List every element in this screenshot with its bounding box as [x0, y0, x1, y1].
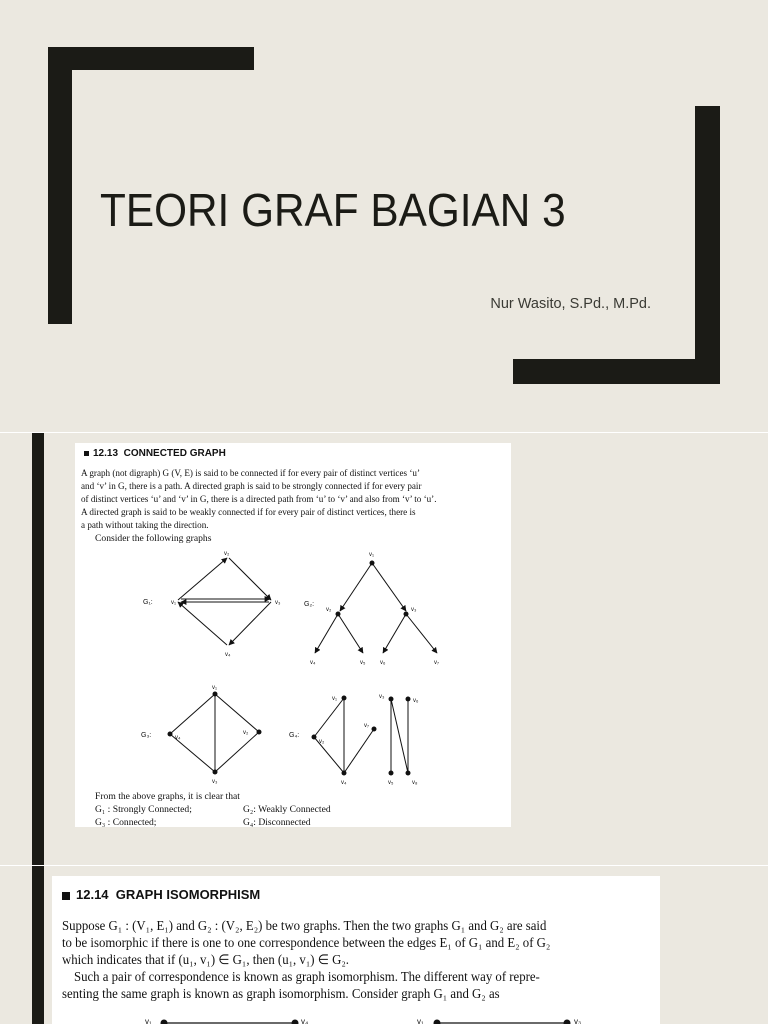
- graph-g4: [314, 698, 408, 773]
- vertex-label: v₁: [171, 600, 177, 606]
- slide-author: Nur Wasito, S.Pd., M.Pd.: [490, 296, 651, 312]
- vertex-label: v₃: [411, 607, 417, 613]
- paragraph-line: Suppose G₁ : (V₁, E₁) and G₂ : (V₂, E₂) be two graphs. Then the two graphs G₁ and G₂ are said: [62, 918, 547, 933]
- graph-g1: [178, 558, 271, 645]
- vertex-label: v₅: [388, 780, 394, 786]
- paragraph-line: and ‘v’ in G, there is a path. A directed graph is said to be strongly connected if for every pair: [81, 481, 422, 492]
- graph-label-g3: G₃:: [141, 732, 152, 739]
- vertex-label: v₄: [175, 735, 181, 741]
- conclusion-g2: G₂: Weakly Connected: [243, 804, 331, 815]
- consider-line: Consider the following graphs: [95, 533, 212, 544]
- bracket-bottom-right-vertical: [695, 106, 720, 384]
- graph-label-g1: G₁:: [143, 599, 153, 606]
- graph-g2: [315, 563, 437, 653]
- vertex-label: v₆: [380, 660, 386, 666]
- vertex-label: v₂: [319, 739, 325, 745]
- vertex-label: v₈: [412, 780, 418, 786]
- paragraph-line: of distinct vertices ‘u’ and ‘v’ in G, there is a directed path from ‘u’ to ‘v’ and also from ‘v’ to ‘u’.: [81, 494, 437, 505]
- connected-graph-slide: [0, 433, 768, 865]
- vertex-label: v₃: [379, 694, 385, 700]
- paragraph-line: a path without taking the direction.: [81, 520, 209, 531]
- conclusion-g1: G₁ : Strongly Connected;: [95, 804, 192, 815]
- slide-accent-bar: [32, 866, 44, 1024]
- vertex-label: v₂: [326, 607, 332, 613]
- vertex-label: v₇: [364, 723, 370, 729]
- paragraph-line: Such a pair of correspondence is known as graph isomorphism. The different way of repre-: [74, 969, 540, 984]
- graph-label-g2: G₂:: [304, 601, 315, 608]
- paragraph-line: senting the same graph is known as graph isomorphism. Consider graph G₁ and G₂ as: [62, 986, 500, 1001]
- paragraph-line: A directed graph is said to be weakly connected if for every pair of distinct vertices, there is: [81, 507, 416, 518]
- paragraph-line: to be isomorphic if there is one to one correspondence between the edges E₁ of G₁ and E₂ of G₂: [62, 935, 551, 950]
- vertex-label: v₄: [341, 780, 347, 786]
- graph-figures: [75, 443, 511, 827]
- paragraph-line: which indicates that if (u₁, v₁) ∈ G₁, then (u₁, v₁) ∈ G₂.: [62, 952, 349, 967]
- vertex-label: v₂: [243, 730, 249, 736]
- vertex-label: v₃: [574, 1017, 582, 1024]
- conclusion-g3: G₃ : Connected;: [95, 817, 157, 828]
- title-slide: [0, 0, 768, 432]
- vertex-label: v₄: [301, 1017, 309, 1024]
- section-number: 12.14: [76, 887, 109, 902]
- isomorphism-graph-preview: [52, 876, 660, 1024]
- bracket-bottom-right-horizontal: [513, 359, 720, 384]
- graph-label-g4: G₄:: [289, 732, 300, 739]
- vertex-label: v₁: [332, 696, 338, 702]
- vertex-label: v₄: [310, 660, 316, 666]
- vertex-label: v₁: [417, 1017, 424, 1024]
- vertex-label: v₆: [413, 698, 419, 704]
- vertex-label: v₃: [275, 600, 281, 606]
- vertex-label: v₂: [224, 551, 230, 557]
- slide-accent-bar: [32, 433, 44, 865]
- section-title: CONNECTED GRAPH: [123, 448, 226, 459]
- slide-title: TEORI GRAF BAGIAN 3: [100, 184, 566, 236]
- vertex-label: v₅: [360, 660, 366, 666]
- conclusion-g4: G₄: Disconnected: [243, 817, 311, 828]
- bracket-top-left-horizontal: [48, 47, 254, 70]
- textbook-excerpt-graph-isomorphism: [52, 876, 660, 1024]
- bracket-top-left-vertical: [48, 47, 72, 324]
- vertex-label: v₇: [434, 660, 440, 666]
- conclusion-line: From the above graphs, it is clear that: [95, 791, 240, 802]
- vertex-label: v₁: [369, 552, 375, 558]
- vertex-label: v₄: [225, 652, 231, 658]
- vertex-label: v₁: [145, 1017, 152, 1024]
- paragraph-line: A graph (not digraph) G (V, E) is said to be connected if for every pair of distinct vertices ‘u’: [81, 468, 420, 479]
- section-title: GRAPH ISOMORPHISM: [115, 887, 261, 902]
- vertex-label: v₁: [212, 685, 218, 691]
- vertex-label: v₃: [212, 779, 218, 785]
- section-number: 12.13: [93, 448, 119, 459]
- textbook-excerpt-connected-graph: [75, 443, 511, 827]
- graph-isomorphism-slide: [0, 866, 768, 1024]
